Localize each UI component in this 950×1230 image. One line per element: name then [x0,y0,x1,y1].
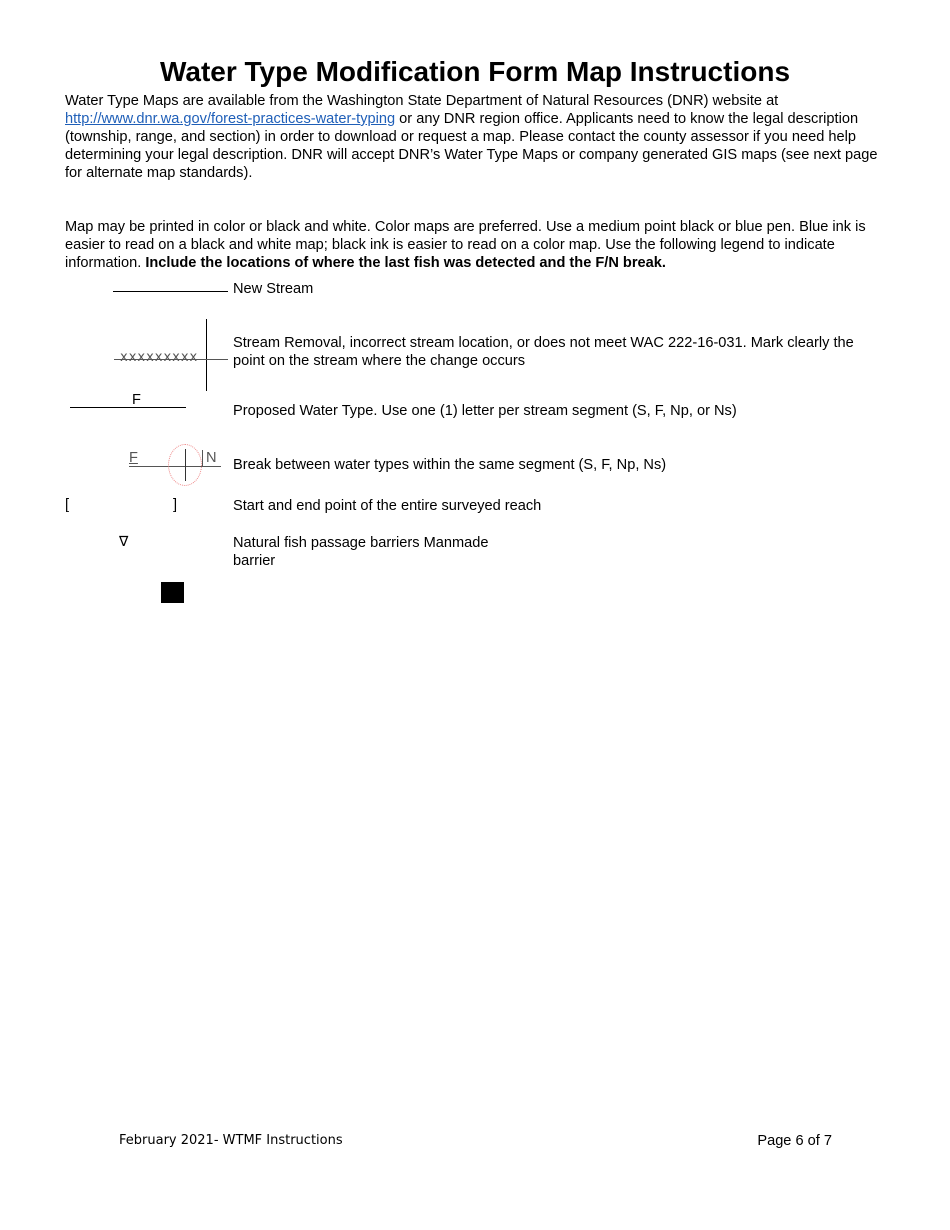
reach-start-bracket: [ [65,497,70,513]
instructions-bold: Include the locations of where the last fish was detected and the F/N break. [145,255,666,271]
removal-vertical-line [206,319,207,391]
stream-removal-symbol [112,318,230,392]
stream-removal-label: Stream Removal, incorrect stream location, or does not meet WAC 222-16-031. Mark clearly the point on the stream where the change occurs [233,335,854,369]
instructions-text: Map may be printed in color or black and white. Color maps are preferred. Use a medium point black or blue pen. Blue ink is easier to read on a black and white map; black ink is easier to read on a color map. Use the following legend to indicate information. [65,219,866,271]
break-right-letter [202,450,217,466]
new-stream-symbol [113,291,228,292]
dnr-water-typing-link[interactable]: http://www.dnr.wa.gov/forest-practices-water-typing [65,111,396,127]
surveyed-reach-label: Start and end point of the entire surveyed reach [233,498,542,514]
page-number: Page 6 of 7 [757,1133,832,1149]
reach-end-bracket: ] [173,497,178,513]
proposed-type-symbol [70,392,186,412]
break-left-letter: F [129,450,138,466]
page-title: Water Type Modification Form Map Instructions [159,56,791,87]
instructions-paragraph [65,218,880,272]
intro-text-start: Water Type Maps are available from the Washington State Department of Natural Resources (DNR) website at [65,93,779,109]
break-right-letter-text: N [206,450,217,466]
intro-paragraph [65,92,880,182]
type-break-label: Break between water types within the same segment (S, F, Np, Ns) [233,457,667,473]
proposed-type-line [70,407,186,408]
fish-barriers-label: Natural fish passage barriers Manmade barrier [233,535,489,569]
removal-x-marks: xxxxxxxxx [120,350,199,365]
intro-text-end: or any DNR region office. Applicants need to know the legal description (township, range, and section) in order to download or request a map. Please contact the county assessor if you need help determining your legal description. DNR will accept DNR’s Water Type Maps or company generated GIS maps (see next page for alternate map standards). [65,111,878,181]
proposed-type-label: Proposed Water Type. Use one (1) letter per stream segment (S, F, Np, or Ns) [233,403,737,419]
natural-barrier-icon: ∇ [119,534,129,550]
new-stream-label: New Stream [233,281,314,297]
type-break-symbol [125,440,225,488]
footer-date: February 2021- WTMF Instructions [119,1133,343,1148]
break-vertical-line [185,449,186,481]
manmade-barrier-icon [161,582,184,603]
proposed-type-letter: F [132,392,141,408]
